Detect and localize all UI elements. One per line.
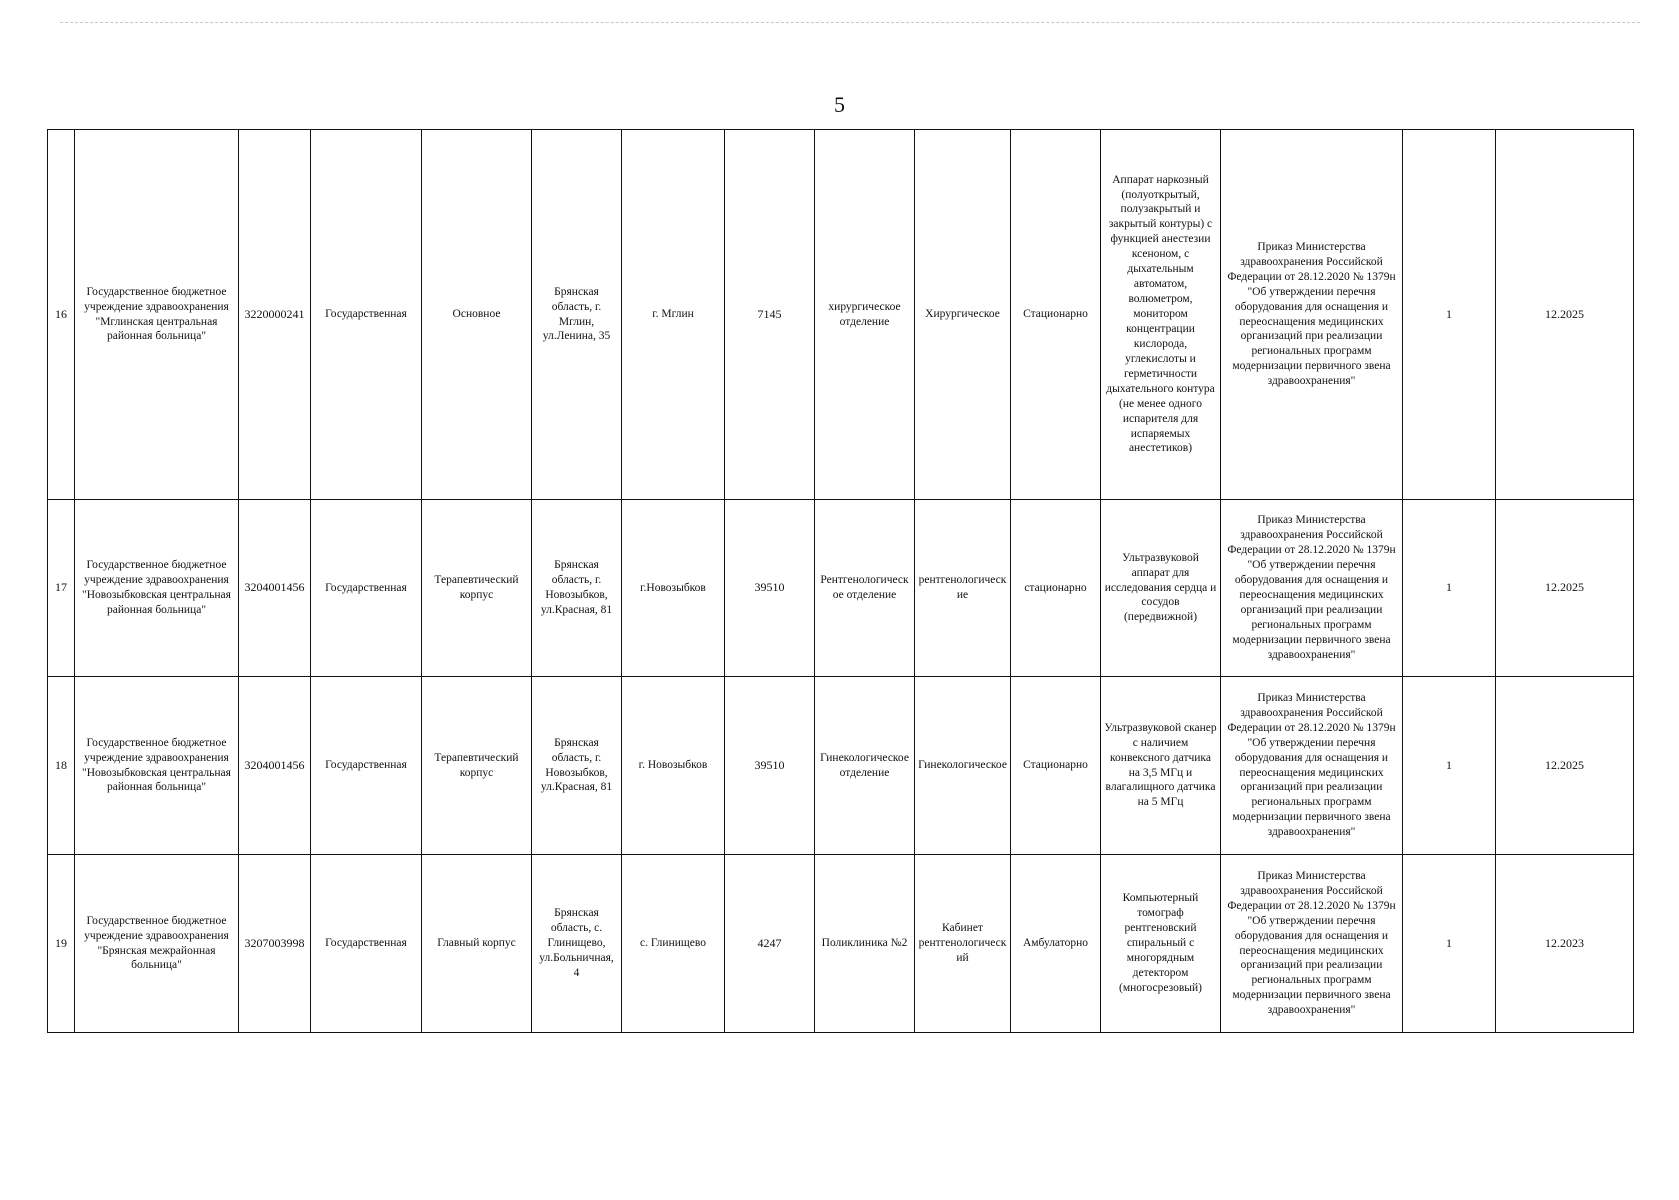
address-cell: Брянская область, г. Новозыбков, ул.Красная, 81 (532, 677, 622, 855)
equipment-cell: Компьютерный томограф рентгеновский спиральный с многорядным детектором (многосрезовый) (1101, 855, 1221, 1033)
care-form-cell: Стационарно (1011, 677, 1101, 855)
ownership-cell: Государственная (311, 677, 422, 855)
table-row (48, 130, 1634, 500)
population-cell: 7145 (725, 130, 815, 500)
profile-cell: Кабинет рентгенологический (915, 855, 1011, 1033)
building-cell: Основное (422, 130, 532, 500)
address-cell: Брянская область, г. Мглин, ул.Ленина, 35 (532, 130, 622, 500)
table-row (48, 855, 1634, 1033)
institution-cell: Государственное бюджетное учреждение здравоохранения "Новозыбковская центральная районная больница" (75, 677, 239, 855)
date-cell: 12.2023 (1496, 855, 1634, 1033)
quantity-cell: 1 (1403, 130, 1496, 500)
institution-cell: Государственное бюджетное учреждение здравоохранения "Брянская межрайонная больница" (75, 855, 239, 1033)
institution-cell: Государственное бюджетное учреждение здравоохранения "Мглинская центральная районная больница" (75, 130, 239, 500)
department-cell: Поликлиника №2 (815, 855, 915, 1033)
locality-cell: с. Глинищево (622, 855, 725, 1033)
inn-cell: 3204001456 (239, 500, 311, 677)
equipment-cell: Аппарат наркозный (полуоткрытый, полузакрытый и закрытый контуры) с функцией анестезии ксеноном, с дыхательным автоматом, волюметром, монитором концентрации кислорода, углекислоты и герметичности дыхательного контура (не менее одного испарителя для испаряемых анестетиков) (1101, 130, 1221, 500)
row-number: 18 (48, 677, 75, 855)
care-form-cell: Стационарно (1011, 130, 1101, 500)
department-cell: Гинекологическое отделение (815, 677, 915, 855)
population-cell: 39510 (725, 500, 815, 677)
order-cell: Приказ Министерства здравоохранения Российской Федерации от 28.12.2020 № 1379н "Об утверждении перечня оборудования для оснащения и переоснащения медицинских организаций при реализации региональных программ модернизации первичного звена здравоохранения" (1221, 677, 1403, 855)
population-cell: 4247 (725, 855, 815, 1033)
department-cell: Рентгенологическое отделение (815, 500, 915, 677)
table-row (48, 677, 1634, 855)
quantity-cell: 1 (1403, 500, 1496, 677)
ownership-cell: Государственная (311, 855, 422, 1033)
order-cell: Приказ Министерства здравоохранения Российской Федерации от 28.12.2020 № 1379н "Об утверждении перечня оборудования для оснащения и переоснащения медицинских организаций при реализации региональных программ модернизации первичного звена здравоохранения" (1221, 130, 1403, 500)
equipment-cell: Ультразвуковой аппарат для исследования сердца и сосудов (передвижной) (1101, 500, 1221, 677)
row-number: 17 (48, 500, 75, 677)
inn-cell: 3220000241 (239, 130, 311, 500)
profile-cell: Гинекологическое (915, 677, 1011, 855)
row-number: 16 (48, 130, 75, 500)
building-cell: Терапевтический корпус (422, 677, 532, 855)
page-number: 5 (834, 92, 845, 117)
building-cell: Главный корпус (422, 855, 532, 1033)
care-form-cell: стационарно (1011, 500, 1101, 677)
locality-cell: г.Новозыбков (622, 500, 725, 677)
ownership-cell: Государственная (311, 500, 422, 677)
equipment-table (47, 129, 1634, 1033)
profile-cell: рентгенологические (915, 500, 1011, 677)
scan-artifact-line (60, 22, 1640, 23)
date-cell: 12.2025 (1496, 130, 1634, 500)
inn-cell: 3204001456 (239, 677, 311, 855)
date-cell: 12.2025 (1496, 677, 1634, 855)
table-row (48, 500, 1634, 677)
date-cell: 12.2025 (1496, 500, 1634, 677)
locality-cell: г. Мглин (622, 130, 725, 500)
quantity-cell: 1 (1403, 855, 1496, 1033)
order-cell: Приказ Министерства здравоохранения Российской Федерации от 28.12.2020 № 1379н "Об утверждении перечня оборудования для оснащения и переоснащения медицинских организаций при реализации региональных программ модернизации первичного звена здравоохранения" (1221, 500, 1403, 677)
order-cell: Приказ Министерства здравоохранения Российской Федерации от 28.12.2020 № 1379н "Об утверждении перечня оборудования для оснащения и переоснащения медицинских организаций при реализации региональных программ модернизации первичного звена здравоохранения" (1221, 855, 1403, 1033)
ownership-cell: Государственная (311, 130, 422, 500)
quantity-cell: 1 (1403, 677, 1496, 855)
care-form-cell: Амбулаторно (1011, 855, 1101, 1033)
department-cell: хирургическое отделение (815, 130, 915, 500)
address-cell: Брянская область, с. Глинищево, ул.Больничная, 4 (532, 855, 622, 1033)
institution-cell: Государственное бюджетное учреждение здравоохранения "Новозыбковская центральная районная больница" (75, 500, 239, 677)
equipment-cell: Ультразвуковой сканер с наличием конвексного датчика на 3,5 МГц и влагалищного датчика на 5 МГц (1101, 677, 1221, 855)
locality-cell: г. Новозыбков (622, 677, 725, 855)
population-cell: 39510 (725, 677, 815, 855)
address-cell: Брянская область, г. Новозыбков, ул.Красная, 81 (532, 500, 622, 677)
inn-cell: 3207003998 (239, 855, 311, 1033)
profile-cell: Хирургическое (915, 130, 1011, 500)
building-cell: Терапевтический корпус (422, 500, 532, 677)
row-number: 19 (48, 855, 75, 1033)
